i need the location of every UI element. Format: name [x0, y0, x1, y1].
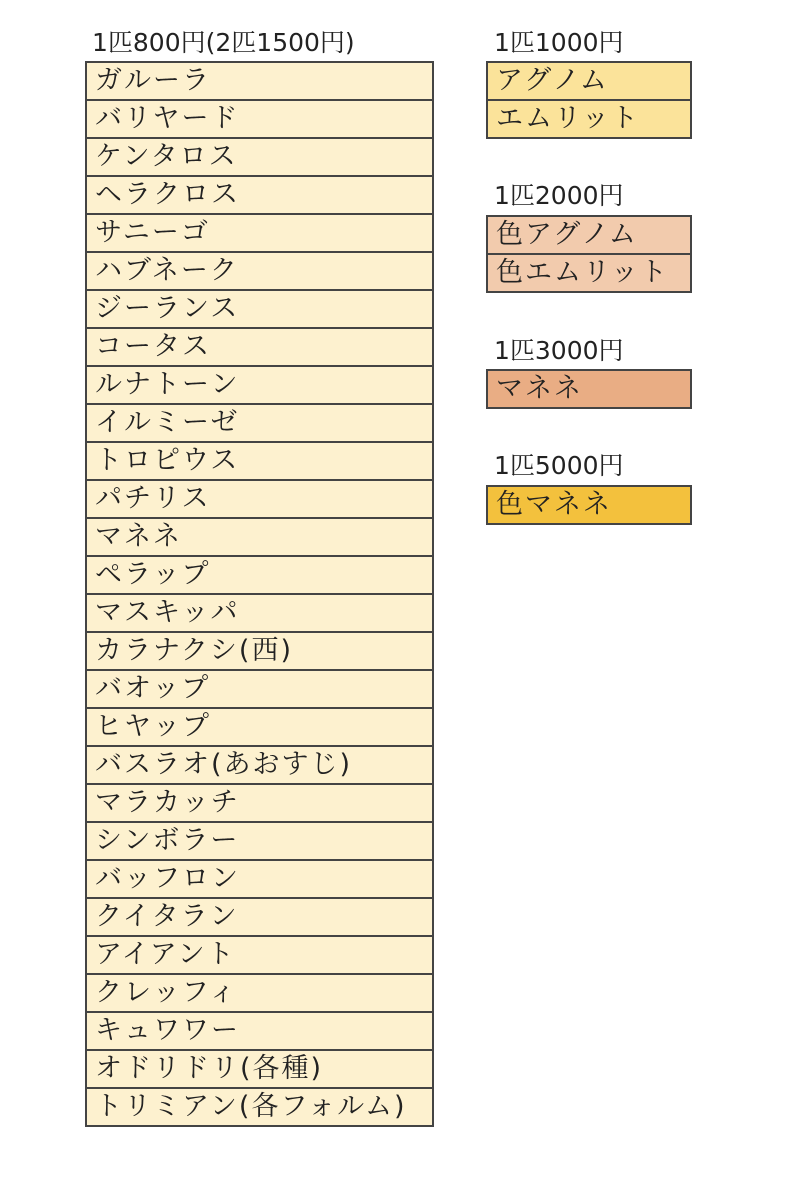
list-item: バリヤード — [85, 99, 434, 139]
list-item: ヒヤップ — [85, 707, 434, 747]
list-item: バスラオ(あおすじ) — [85, 745, 434, 785]
price-list-800 — [85, 61, 434, 1127]
list-item: ヘラクロス — [85, 175, 434, 215]
price-list-2000 — [486, 215, 692, 293]
list-item: トリミアン(各フォルム) — [85, 1087, 434, 1127]
list-item: オドリドリ(各種) — [85, 1049, 434, 1089]
price-heading-3000: 1匹3000円 — [494, 336, 624, 365]
list-item: コータス — [85, 327, 434, 367]
list-item: ケンタロス — [85, 137, 434, 177]
list-item: キュワワー — [85, 1011, 434, 1051]
list-item: アグノム — [486, 61, 692, 101]
list-item: シンボラー — [85, 821, 434, 861]
price-list-5000 — [486, 485, 692, 525]
price-list-3000 — [486, 369, 692, 409]
list-item: クレッフィ — [85, 973, 434, 1013]
list-item: パチリス — [85, 479, 434, 519]
list-item: マスキッパ — [85, 593, 434, 633]
list-item: バッフロン — [85, 859, 434, 899]
list-item: トロピウス — [85, 441, 434, 481]
price-heading-5000: 1匹5000円 — [494, 451, 624, 480]
list-item: 色エムリット — [486, 253, 692, 293]
list-item: ハブネーク — [85, 251, 434, 291]
price-heading-1000: 1匹1000円 — [494, 28, 624, 57]
list-item: クイタラン — [85, 897, 434, 937]
list-item: マネネ — [486, 369, 692, 409]
list-item: エムリット — [486, 99, 692, 139]
list-item: ジーランス — [85, 289, 434, 329]
list-item: カラナクシ(西) — [85, 631, 434, 671]
list-item: バオップ — [85, 669, 434, 709]
list-item: サニーゴ — [85, 213, 434, 253]
list-item: ルナトーン — [85, 365, 434, 405]
price-heading-2000: 1匹2000円 — [494, 181, 624, 210]
list-item: 色アグノム — [486, 215, 692, 255]
list-item: マネネ — [85, 517, 434, 557]
list-item: マラカッチ — [85, 783, 434, 823]
price-heading-800: 1匹800円(2匹1500円) — [92, 28, 355, 57]
list-item: ペラップ — [85, 555, 434, 595]
list-item: イルミーゼ — [85, 403, 434, 443]
list-item: ガルーラ — [85, 61, 434, 101]
list-item: アイアント — [85, 935, 434, 975]
price-list-1000 — [486, 61, 692, 139]
list-item: 色マネネ — [486, 485, 692, 525]
